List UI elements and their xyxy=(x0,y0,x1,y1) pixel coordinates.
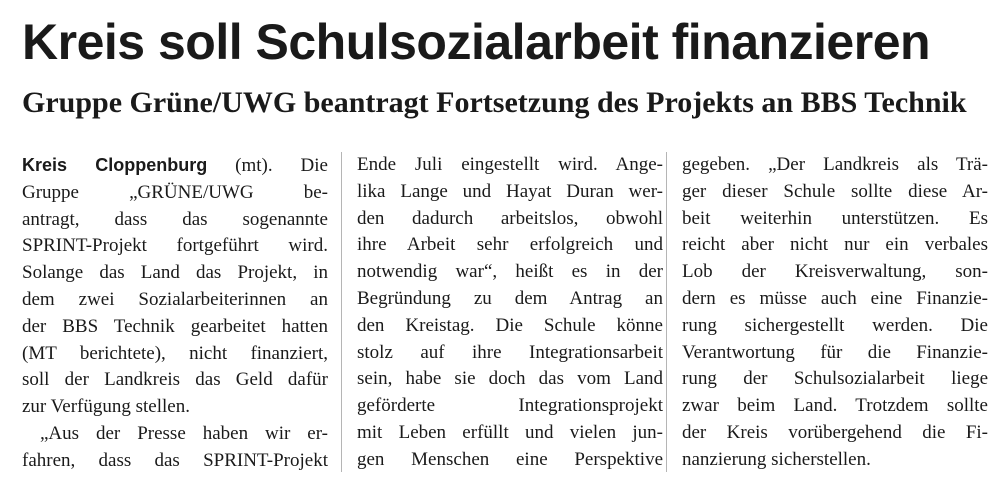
text-line: SPRINT-Projekt fortgeführt wird. xyxy=(22,235,328,257)
text-line: (MT berichtete), nicht finanziert, xyxy=(22,342,328,364)
text-line: dern es müsse auch eine Finanzie- xyxy=(682,287,988,309)
text-line: rung sichergestellt werden. Die xyxy=(682,314,988,336)
text-line: reicht aber nicht nur ein verbales xyxy=(682,234,988,256)
article-column-1 xyxy=(22,152,328,475)
text-fragment: (mt). Die xyxy=(235,155,328,176)
text-line: dem zwei Sozialarbeiterinnen an xyxy=(22,288,328,310)
text-line: „Aus der Presse haben wir er- xyxy=(40,422,328,444)
text-line: zwar beim Land. Trotzdem sollte xyxy=(682,395,988,417)
text-line: Ende Juli eingestellt wird. Ange- xyxy=(357,154,663,175)
article-column-2 xyxy=(357,152,663,474)
text-line: lika Lange und Hayat Duran wer- xyxy=(357,180,663,202)
text-line: ihre Arbeit sehr erfolgreich und xyxy=(357,234,663,256)
text-line: der Kreis vorübergehend die Fi- xyxy=(682,421,988,443)
text-line: stolz auf ihre Integrationsarbeit xyxy=(357,341,663,363)
text-line: den Kreistag. Die Schule könne xyxy=(357,314,663,336)
text-line: gen Menschen eine Perspektive xyxy=(357,448,663,470)
text-line: sein, habe sie doch das vom Land xyxy=(357,368,663,390)
text-line: zur Verfügung stellen. xyxy=(22,396,190,418)
text-line: ger dieser Schule sollte diese Ar- xyxy=(682,180,988,202)
text-line: beit weiterhin unterstützen. Es xyxy=(682,207,988,229)
text-line: Begründung zu dem Antrag an xyxy=(357,287,663,309)
text-line: Verantwortung für die Finanzie- xyxy=(682,341,988,363)
text-line: gegeben. „Der Landkreis als Trä- xyxy=(682,154,988,175)
column-divider xyxy=(341,152,342,472)
text-line: Gruppe „GRÜNE/UWG be- xyxy=(22,181,328,203)
subheadline: Gruppe Grüne/UWG beantragt Fortsetzung des Projekts an BBS Technik xyxy=(22,86,967,119)
text-line: fahren, dass das SPRINT-Projekt xyxy=(22,449,328,471)
text-line: nanzierung sicherstellen. xyxy=(682,448,871,470)
text-line: der BBS Technik gearbeitet hatten xyxy=(22,315,328,337)
headline: Kreis soll Schulsozialarbeit finanzieren xyxy=(22,14,931,70)
dateline: Kreis Cloppenburg xyxy=(22,155,208,175)
text-line: Lob der Kreisverwaltung, son- xyxy=(682,261,988,283)
text-line: antragt, dass das sogenannte xyxy=(22,208,328,230)
article-column-3 xyxy=(682,152,988,474)
text-line: notwendig war“, heißt es in der xyxy=(357,261,663,283)
text-line: mit Leben erfüllt und vielen jun- xyxy=(357,421,663,443)
column-divider xyxy=(666,152,667,472)
text-line xyxy=(22,152,328,180)
text-line: Solange das Land das Projekt, in xyxy=(22,262,328,284)
text-line: geförderte Integrationsprojekt xyxy=(357,395,663,417)
text-line: soll der Landkreis das Geld dafür xyxy=(22,369,328,391)
text-line: rung der Schulsozialarbeit liege xyxy=(682,368,988,390)
text-line: den dadurch arbeitslos, obwohl xyxy=(357,207,663,229)
